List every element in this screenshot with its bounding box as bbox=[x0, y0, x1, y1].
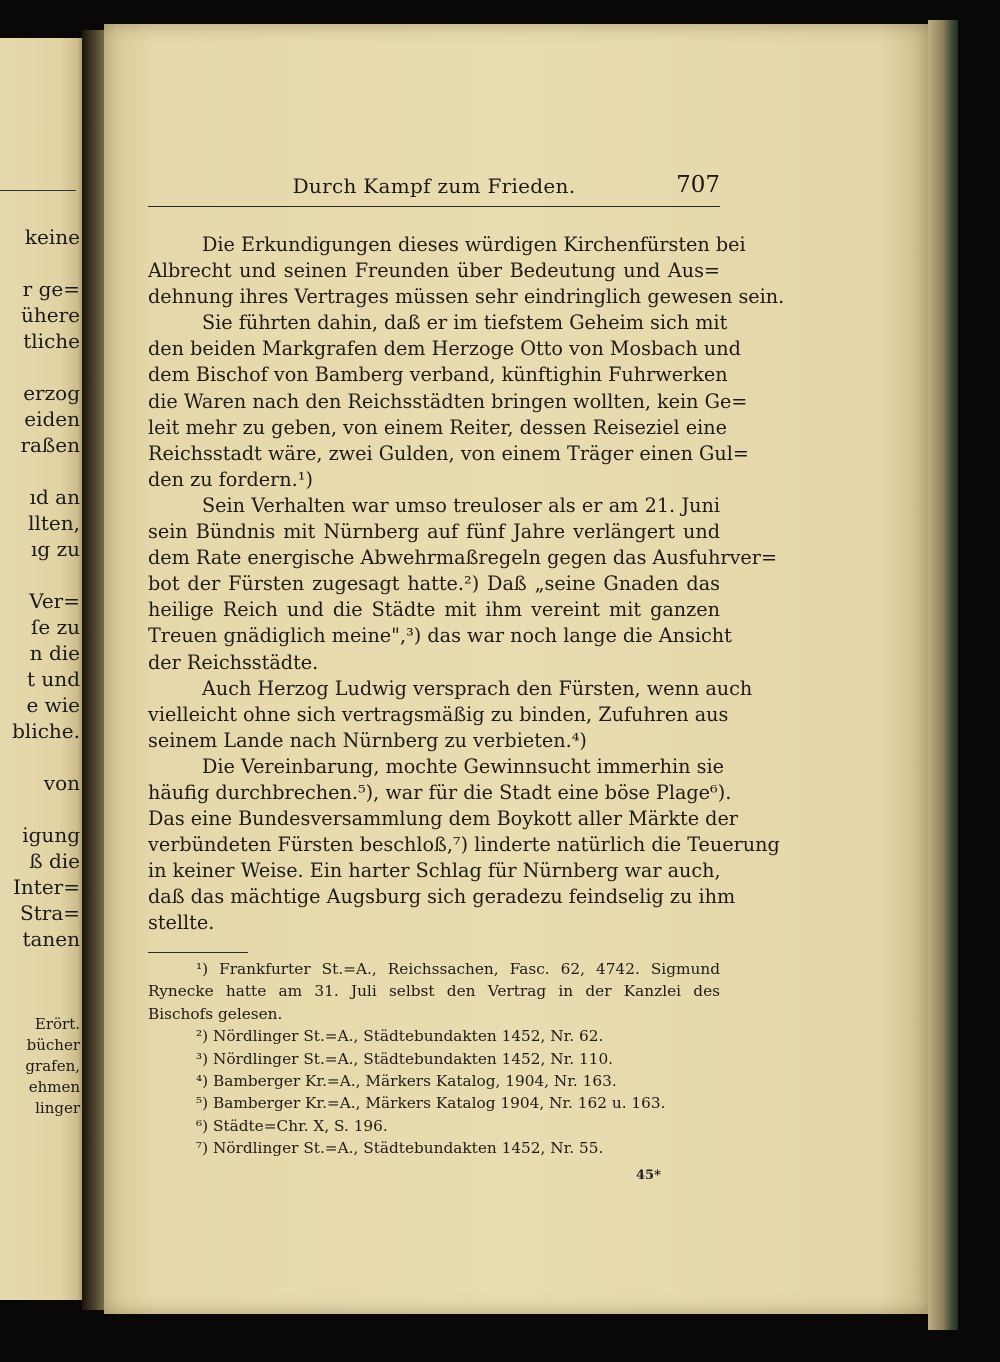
left-fragment: t und bbox=[27, 667, 80, 691]
footnote-line: ²) Nördlinger St.=A., Städtebundakten 1452, Nr. 62. bbox=[196, 1027, 604, 1046]
left-fragment: Ver= bbox=[29, 589, 80, 613]
left-footnote-fragment: ehmen bbox=[28, 1078, 80, 1096]
left-fragment: Stra= bbox=[20, 901, 80, 925]
footnote-line: ⁷) Nördlinger St.=A., Städtebundakten 1452, Nr. 55. bbox=[196, 1139, 604, 1158]
text-line: dehnung ihres Vertrages müssen sehr eindringlich gewesen sein. bbox=[148, 285, 785, 309]
footnote-rule bbox=[148, 952, 248, 953]
footnote-line: ¹) Frankfurter St.=A., Reichssachen, Fasc. 62, 4742. Sigmund bbox=[196, 960, 720, 978]
left-fragment: keine bbox=[24, 225, 80, 249]
text-line: Die Vereinbarung, mochte Gewinnsucht immerhin sie bbox=[202, 754, 724, 778]
text-line: heilige Reich und die Städte mit ihm vereint mit ganzen bbox=[148, 598, 720, 622]
left-fragment: ıg zu bbox=[31, 537, 80, 561]
footnote-line: ³) Nördlinger St.=A., Städtebundakten 1452, Nr. 110. bbox=[196, 1049, 614, 1068]
text-line: in keiner Weise. Ein harter Schlag für Nürnberg war auch, bbox=[148, 859, 721, 883]
left-fragment: erzog bbox=[23, 381, 80, 405]
left-fragment: llten, bbox=[28, 511, 80, 535]
left-fragment: ıd an bbox=[29, 485, 80, 509]
footnote-line: Bischofs gelesen. bbox=[148, 1004, 283, 1023]
text-line: verbündeten Fürsten beschloß,⁷) linderte natürlich die Teuerung bbox=[148, 833, 780, 857]
left-fragment: von bbox=[43, 771, 80, 795]
left-fragment: ß die bbox=[29, 849, 80, 873]
text-line: stellte. bbox=[148, 911, 215, 935]
text-line: den zu fordern.¹) bbox=[148, 467, 313, 491]
running-title: Durch Kampf zum Frieden. bbox=[292, 174, 576, 198]
left-footnote-fragment: Erört. bbox=[34, 1015, 80, 1033]
footnote-line: ⁶) Städte=Chr. X, S. 196. bbox=[196, 1116, 388, 1135]
left-page bbox=[0, 38, 86, 1300]
left-fragment: eiden bbox=[24, 407, 80, 431]
body-text bbox=[148, 232, 785, 937]
sheet-signature: 45* bbox=[636, 1168, 661, 1183]
footnote-line: ⁵) Bamberger Kr.=A., Märkers Katalog 1904, Nr. 162 u. 163. bbox=[196, 1094, 666, 1113]
left-fragment: bliche. bbox=[12, 719, 80, 743]
text-line: leit mehr zu geben, von einem Reiter, dessen Reiseziel eine bbox=[148, 415, 727, 439]
text-line: den beiden Markgrafen dem Herzoge Otto von Mosbach und bbox=[148, 337, 741, 361]
left-footnote-fragment: bücher bbox=[26, 1036, 80, 1054]
text-line: Albrecht und seinen Freunden über Bedeutung und Aus= bbox=[148, 259, 720, 283]
footnote-line: ⁴) Bamberger Kr.=A., Märkers Katalog, 1904, Nr. 163. bbox=[196, 1071, 617, 1090]
left-header-rule bbox=[0, 190, 76, 191]
text-line: daß das mächtige Augsburg sich geradezu feindselig zu ihm bbox=[148, 885, 736, 909]
left-fragment: raßen bbox=[20, 433, 80, 457]
text-line: Die Erkundigungen dieses würdigen Kirchenfürsten bei bbox=[202, 233, 746, 256]
left-fragment: ühere bbox=[21, 303, 80, 327]
text-line: Reichsstadt wäre, zwei Gulden, von einem Träger einen Gul= bbox=[148, 441, 749, 465]
text-line: Sie führten dahin, daß er im tiefstem Geheim sich mit bbox=[202, 311, 728, 335]
text-line: der Reichsstädte. bbox=[148, 650, 319, 674]
text-line: seinem Lande nach Nürnberg zu verbieten.⁴) bbox=[148, 728, 587, 752]
left-fragment: r ge= bbox=[22, 277, 80, 301]
left-footnote-fragment: grafen, bbox=[25, 1057, 80, 1075]
left-fragment: e wie bbox=[26, 693, 80, 717]
left-fragment: n die bbox=[29, 641, 80, 665]
text-line: Treuen gnädiglich meine",³) das war noch lange die Ansicht bbox=[148, 624, 732, 648]
text-line: sein Bündnis mit Nürnberg auf fünf Jahre verlängert und bbox=[148, 520, 720, 544]
text-line: häufig durchbrechen.⁵), war für die Stadt eine böse Plage⁶). bbox=[148, 780, 732, 804]
left-footnote-fragment: linger bbox=[35, 1099, 80, 1117]
page-header bbox=[148, 172, 720, 207]
text-line: die Waren nach den Reichsstädten bringen wollten, kein Ge= bbox=[148, 389, 748, 413]
page-edge bbox=[928, 20, 958, 1330]
left-fragment: ſe zu bbox=[30, 615, 80, 639]
text-line: vielleicht ohne sich vertragsmäßig zu binden, Zufuhren aus bbox=[148, 702, 729, 726]
footnote-line: Rynecke hatte am 31. Juli selbst den Vertrag in der Kanzlei des bbox=[148, 982, 720, 1001]
text-line: bot der Fürsten zugesagt hatte.²) Daß „seine Gnaden das bbox=[148, 572, 720, 596]
text-line: Sein Verhalten war umso treuloser als er am 21. Juni bbox=[202, 493, 720, 517]
footnotes bbox=[148, 958, 720, 1160]
left-fragment: tliche bbox=[23, 329, 80, 353]
left-fragment: tanen bbox=[22, 927, 80, 951]
left-fragment: igung bbox=[22, 823, 80, 847]
text-line: Auch Herzog Ludwig versprach den Fürsten, wenn auch bbox=[202, 676, 753, 700]
text-line: dem Bischof von Bamberg verband, künftighin Fuhrwerken bbox=[148, 363, 728, 387]
page-number: 707 bbox=[676, 172, 720, 198]
left-fragment: Inter= bbox=[13, 875, 80, 899]
text-line: Das eine Bundesversammlung dem Boykott aller Märkte der bbox=[148, 807, 738, 831]
text-line: dem Rate energische Abwehrmaßregeln gegen das Ausfuhrver= bbox=[148, 546, 778, 570]
